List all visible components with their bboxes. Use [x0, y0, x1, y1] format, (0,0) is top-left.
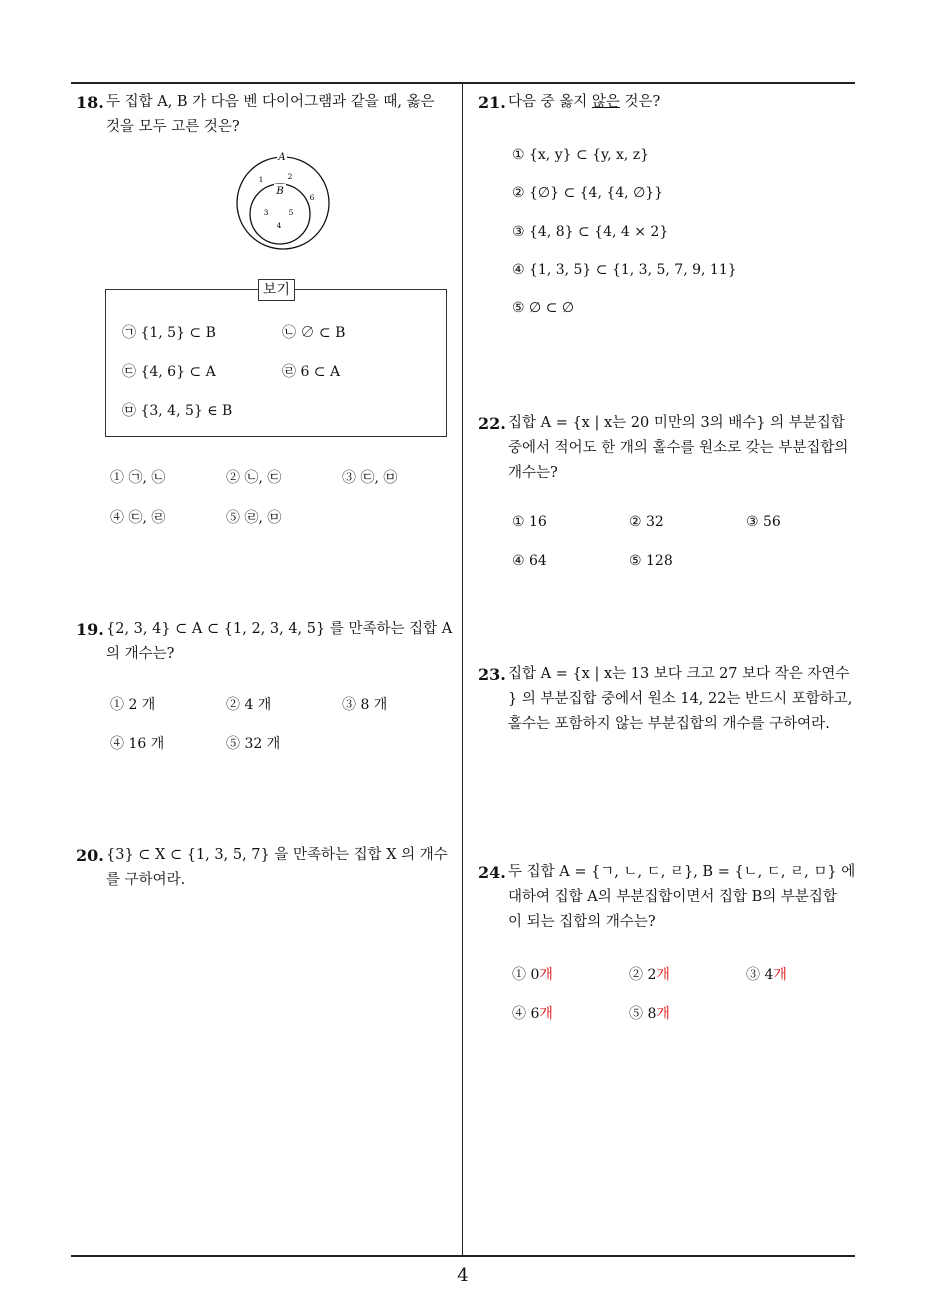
bogi-box [105, 282, 447, 437]
choice-3[interactable]: ③ 56 [746, 514, 781, 530]
choice-unit: 개 [539, 967, 553, 983]
choices-21 [512, 147, 852, 327]
question-text: 중에서 적어도 한 개의 홀수를 원소로 갖는 부분집합의 [508, 440, 849, 456]
choice-unit: 개 [656, 967, 670, 983]
choice-4[interactable]: ④ 16 개 [110, 736, 165, 752]
column-divider [462, 83, 463, 1255]
choice-unit: 개 [656, 1006, 670, 1022]
choice-3[interactable]: ③ {4, 8} ⊂ {4, 4 × 2} [512, 224, 669, 240]
choice-5[interactable]: ⑤ ∅ ⊂ ∅ [512, 300, 575, 316]
choices-24 [512, 964, 852, 1034]
choice-2[interactable]: ② ㉡, ㉢ [226, 470, 282, 486]
choice-4[interactable]: ④ {1, 3, 5} ⊂ {1, 3, 5, 7, 9, 11} [512, 262, 737, 278]
choice-1[interactable]: ① 2 개 [110, 697, 156, 713]
choice-1[interactable]: ① 0개 [512, 967, 553, 983]
question-18 [76, 90, 460, 140]
choice-4[interactable]: ④ 6개 [512, 1006, 553, 1022]
question-19 [76, 617, 460, 667]
question-text: 를 구하여라. [106, 872, 186, 888]
bogi-item: ㉤ {3, 4, 5} ∈ B [122, 403, 233, 419]
venn-element: 4 [276, 221, 282, 230]
question-text: 대하여 집합 A의 부분집합이면서 집합 B의 부분집합 [508, 889, 837, 905]
question-text: } 의 부분집합 중에서 원소 14, 22는 반드시 포함하고, [508, 691, 853, 707]
choices-19 [110, 694, 450, 764]
choice-4[interactable]: ④ ㉢, ㉣ [110, 510, 166, 526]
top-rule [71, 82, 855, 84]
choices-18 [110, 467, 450, 537]
question-text: 다음 중 옳지 않은 것은? [508, 94, 661, 110]
choice-5[interactable]: ⑤ 32 개 [226, 736, 281, 752]
venn-element: 5 [288, 208, 294, 217]
bogi-item: ㉣ 6 ⊂ A [282, 364, 341, 380]
question-text: 것을 모두 고른 것은? [106, 119, 240, 135]
venn-element: 1 [258, 175, 264, 184]
question-text: 개수는? [508, 465, 558, 481]
question-text: 두 집합 A = {ㄱ, ㄴ, ㄷ, ㄹ}, B = {ㄴ, ㄷ, ㄹ, ㅁ} 에 [508, 864, 856, 880]
venn-element: 6 [309, 193, 315, 202]
question-text: 집합 A = {x | x는 13 보다 크고 27 보다 작은 자연수 [508, 666, 850, 682]
choice-2[interactable]: ② 4 개 [226, 697, 272, 713]
choice-1[interactable]: ① ㉠, ㉡ [110, 470, 166, 486]
choice-1[interactable]: ① {x, y} ⊂ {y, x, z} [512, 147, 650, 163]
question-20 [76, 843, 460, 893]
choice-5[interactable]: ⑤ ㉣, ㉤ [226, 510, 282, 526]
choice-2[interactable]: ② 32 [629, 514, 664, 530]
choice-4[interactable]: ④ 64 [512, 553, 547, 569]
question-number: 24. [478, 863, 506, 882]
question-text: {2, 3, 4} ⊂ A ⊂ {1, 2, 3, 4, 5} 를 만족하는 집합 A [106, 621, 453, 637]
question-number: 20. [76, 846, 104, 865]
choice-3[interactable]: ③ ㉢, ㉤ [342, 470, 398, 486]
bogi-item: ㉡ ∅ ⊂ B [282, 325, 346, 341]
question-text: 의 개수는? [106, 646, 175, 662]
question-23 [478, 662, 862, 737]
choice-5[interactable]: ⑤ 8개 [629, 1006, 670, 1022]
question-number: 23. [478, 665, 506, 684]
question-number: 21. [478, 93, 506, 112]
emphasis-underline: 않은 [591, 94, 620, 110]
question-number: 19. [76, 620, 104, 639]
choice-unit: 개 [773, 967, 787, 983]
question-text: 집합 A = {x | x는 20 미만의 3의 배수} 의 부분집합 [508, 415, 845, 431]
venn-label-a: A [278, 152, 286, 163]
choice-3[interactable]: ③ 4개 [746, 967, 787, 983]
page-number: 4 [457, 1265, 469, 1286]
bogi-item: ㉢ {4, 6} ⊂ A [122, 364, 216, 380]
question-number: 18. [76, 93, 104, 112]
bogi-item: ㉠ {1, 5} ⊂ B [122, 325, 216, 341]
question-21 [478, 90, 862, 115]
choice-unit: 개 [539, 1006, 553, 1022]
question-number: 22. [478, 414, 506, 433]
question-text: 이 되는 집합의 개수는? [508, 914, 656, 930]
bottom-rule [71, 1255, 855, 1257]
question-24 [478, 860, 862, 935]
choice-1[interactable]: ① 16 [512, 514, 547, 530]
question-text: 홀수는 포함하지 않는 부분집합의 개수를 구하여라. [508, 716, 830, 732]
choices-22 [512, 514, 852, 584]
choice-2[interactable]: ② 2개 [629, 967, 670, 983]
choice-2[interactable]: ② {∅} ⊂ {4, {4, ∅}} [512, 185, 664, 201]
venn-label-b: B [276, 186, 284, 197]
question-text: 두 집합 A, B 가 다음 벤 다이어그램과 같을 때, 옳은 [106, 94, 435, 110]
choice-5[interactable]: ⑤ 128 [629, 553, 673, 569]
choice-3[interactable]: ③ 8 개 [342, 697, 388, 713]
bogi-title: 보기 [258, 279, 295, 301]
question-text: {3} ⊂ X ⊂ {1, 3, 5, 7} 을 만족하는 집합 X 의 개수 [106, 847, 448, 863]
question-22 [478, 411, 862, 486]
venn-diagram [232, 150, 336, 254]
venn-element: 2 [287, 172, 293, 181]
venn-element: 3 [263, 208, 269, 217]
